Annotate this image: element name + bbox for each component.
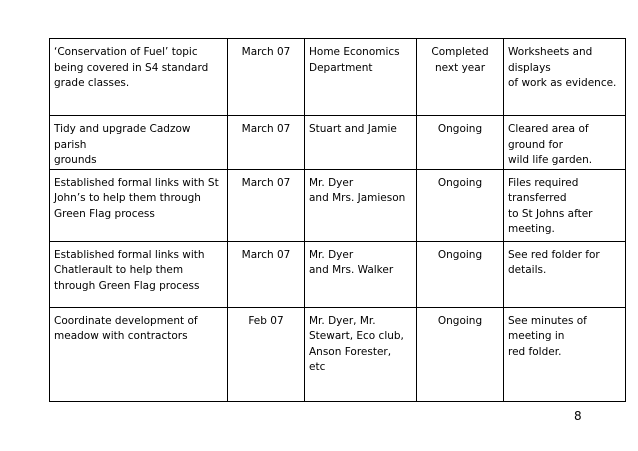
responsible-cell [305, 169, 417, 241]
table-row [50, 169, 626, 241]
date-cell [228, 307, 305, 401]
table-row [50, 39, 626, 116]
evidence-cell [504, 169, 626, 241]
responsible-cell [305, 241, 417, 307]
responsible-text: Stuart and Jamie [309, 123, 397, 135]
table-row [50, 116, 626, 170]
task-text: Tidy and upgrade Cadzow parish grounds [54, 123, 191, 166]
date-text: March 07 [241, 46, 291, 58]
evidence-text: See minutes of meeting in red folder. [508, 314, 587, 358]
date-cell [228, 116, 305, 170]
date-text: March 07 [241, 176, 291, 189]
evidence-text: Worksheets and displays of work as evidence. [508, 46, 617, 89]
table-row [50, 307, 626, 401]
task-text: Established formal links with St John’s to help them through Green Flag process [54, 176, 219, 220]
status-text: Ongoing [437, 176, 483, 189]
action-plan-table [49, 38, 626, 402]
status-cell [417, 116, 504, 170]
task-cell [50, 169, 228, 241]
status-cell [417, 169, 504, 241]
evidence-text: Cleared area of ground for wild life garden. [508, 123, 593, 166]
task-text: Established formal links with Chatlerault to help them through Green Flag process [54, 248, 205, 292]
evidence-text: See red folder for details. [508, 248, 600, 276]
responsible-cell [305, 307, 417, 401]
task-cell [50, 39, 228, 116]
status-text: Completed next year [431, 46, 489, 74]
evidence-text: Files required transferred to St Johns after meeting. [508, 176, 593, 235]
status-cell [417, 39, 504, 116]
date-cell [228, 39, 305, 116]
status-text: Ongoing [437, 123, 483, 135]
date-cell [228, 241, 305, 307]
task-cell [50, 241, 228, 307]
responsible-text: Mr. Dyer, Mr. Stewart, Eco club, Anson Forester, etc [309, 314, 404, 373]
task-cell [50, 116, 228, 170]
responsible-cell [305, 39, 417, 116]
date-text: Feb 07 [248, 314, 284, 327]
evidence-cell [504, 39, 626, 116]
status-text: Ongoing [437, 314, 483, 327]
responsible-text: Mr. Dyer and Mrs. Jamieson [309, 176, 406, 204]
evidence-cell [504, 241, 626, 307]
status-cell [417, 241, 504, 307]
responsible-cell [305, 116, 417, 170]
task-text: Coordinate development of meadow with contractors [54, 314, 198, 342]
evidence-cell [504, 116, 626, 170]
date-text: March 07 [241, 123, 291, 135]
task-text: ‘Conservation of Fuel’ topic being covered in S4 standard grade classes. [54, 46, 209, 89]
date-cell [228, 169, 305, 241]
evidence-cell [504, 307, 626, 401]
page-number: 8 [574, 409, 582, 423]
status-text: Ongoing [437, 248, 483, 261]
table-row [50, 241, 626, 307]
responsible-text: Mr. Dyer and Mrs. Walker [309, 248, 394, 276]
task-cell [50, 307, 228, 401]
responsible-text: Home Economics Department [309, 46, 400, 74]
date-text: March 07 [241, 248, 291, 261]
status-cell [417, 307, 504, 401]
